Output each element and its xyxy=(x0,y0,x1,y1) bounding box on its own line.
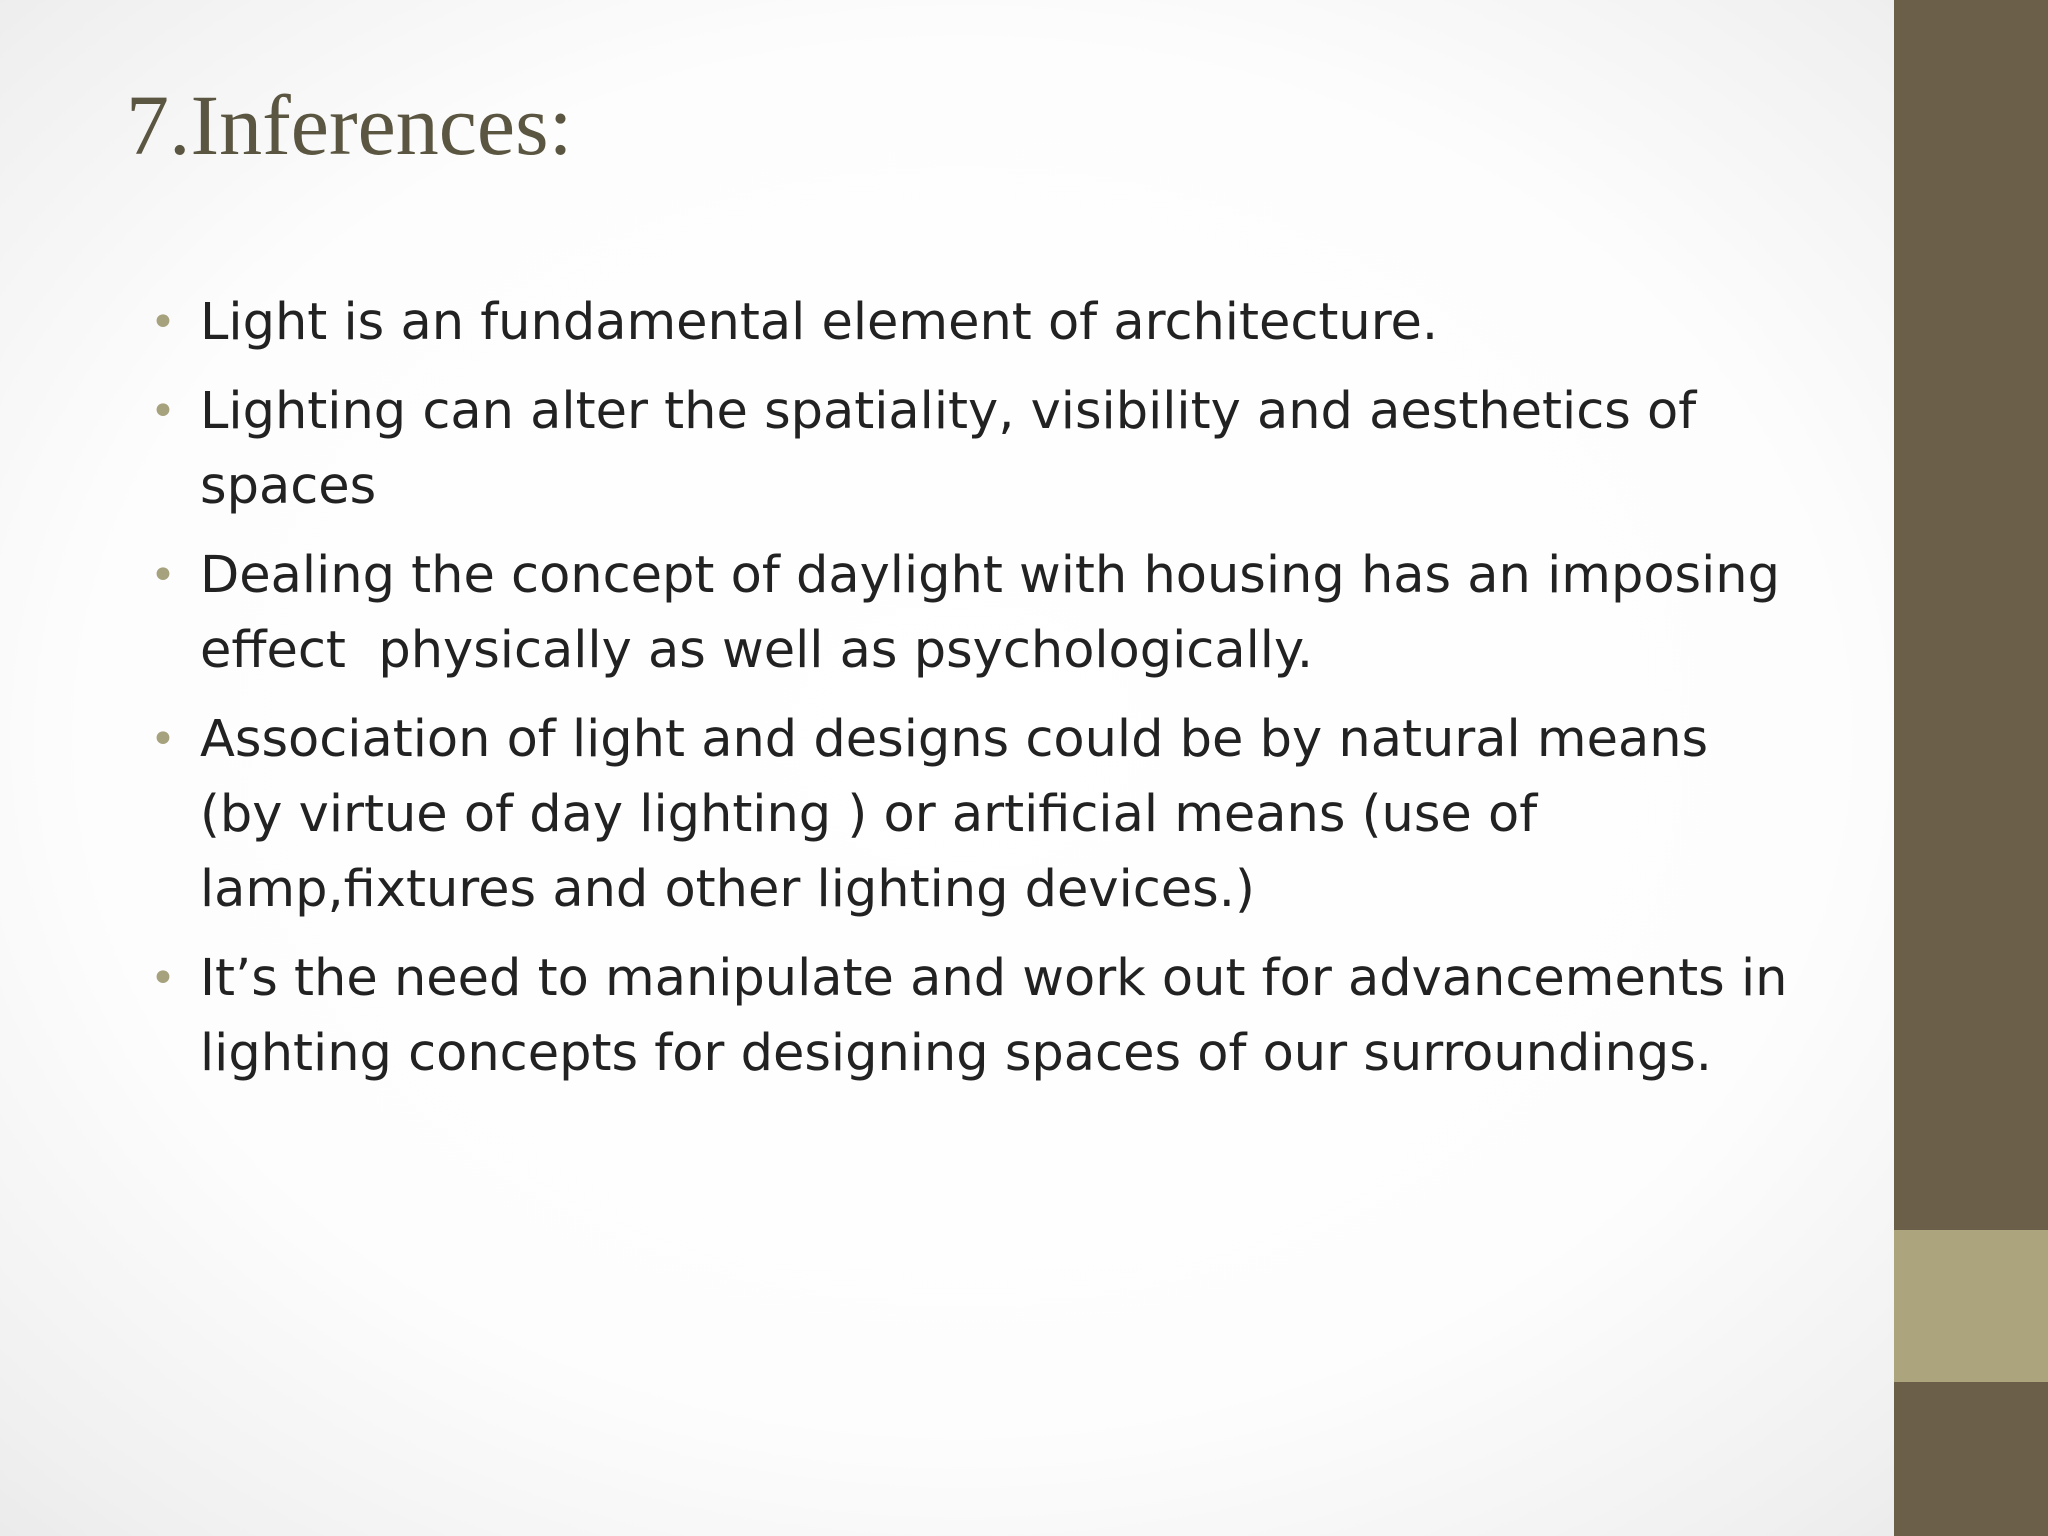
bullet-dot-icon: • xyxy=(150,386,176,437)
bullet-item xyxy=(150,702,1790,927)
bullet-item xyxy=(150,374,1790,524)
bullet-dot-icon: • xyxy=(150,953,176,1004)
slide-title: 7.Inferences: xyxy=(126,77,573,173)
side-decor-accent xyxy=(1894,1230,2048,1382)
bullet-text: Light is an fundamental element of architecture. xyxy=(200,293,1439,352)
bullet-dot-icon: • xyxy=(150,550,176,601)
bullet-dot-icon: • xyxy=(150,297,176,348)
bullet-item xyxy=(150,538,1797,688)
bullet-dot-icon: • xyxy=(150,714,176,765)
bullet-text: Dealing the concept of daylight with housing has an imposing effect physically as well as psychologically. xyxy=(200,546,1797,680)
bullet-text: Association of light and designs could be by natural means (by virtue of day lighting ) or artificial means (use of lamp,fixtures and other lighting devices.) xyxy=(200,710,1725,919)
bullet-text: Lighting can alter the spatiality, visibility and aesthetics of spaces xyxy=(200,382,1713,516)
bullet-list xyxy=(150,285,1804,1105)
bullet-text: It’s the need to manipulate and work out for advancements in lighting concepts for designing spaces of our surroundings. xyxy=(200,949,1804,1083)
bullet-item xyxy=(150,285,1790,360)
bullet-item xyxy=(150,941,1804,1091)
